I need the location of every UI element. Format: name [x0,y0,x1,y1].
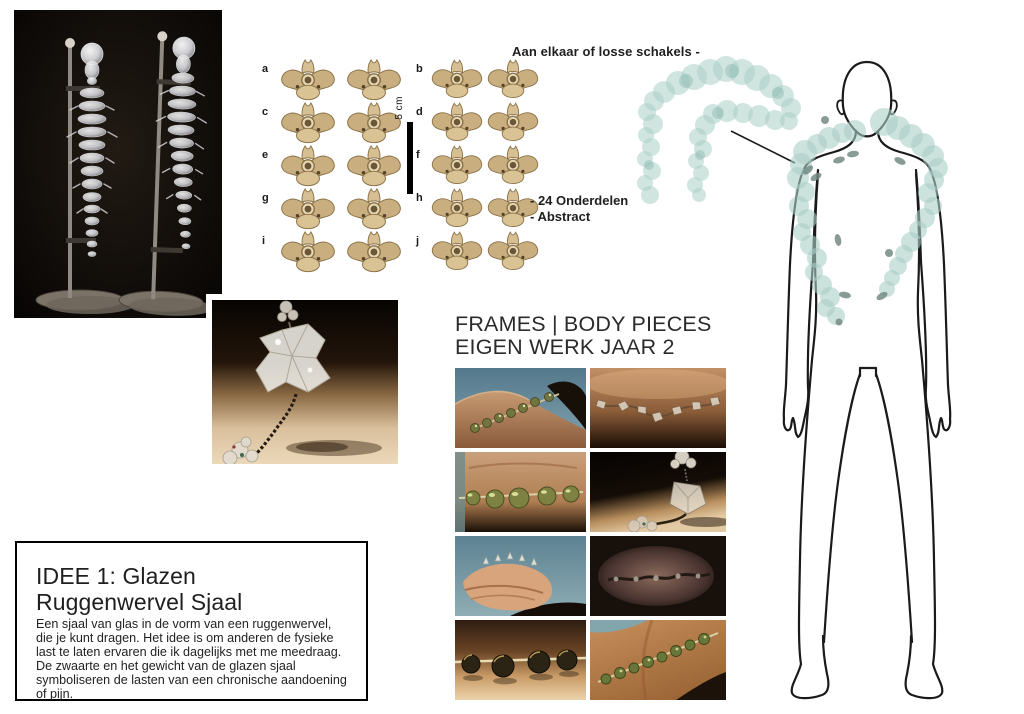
vertebra-label: j [416,235,420,247]
vertebra-image [342,187,406,233]
vertebra-row-i [262,230,406,276]
idea-box [15,541,368,701]
vertebra-image [342,144,406,190]
vertebra-image [276,58,340,104]
vertebra-row-b [416,58,540,102]
vertebra-image [430,58,484,102]
person-outline-drawing [772,52,962,708]
vertebra-row-e [262,144,406,190]
vertebra-label: c [262,106,269,118]
vertebra-image [486,230,540,274]
scale-label: 5 cm [394,96,405,120]
glass-piece-drawing [212,300,398,464]
vertebra-label: h [416,192,423,204]
vertebra-image [430,144,484,188]
photo-dark-chain-skin [590,536,726,616]
vertebra-row-h [416,187,540,231]
vertebra-image [276,144,340,190]
photo-shoulder-bead-strand [590,620,726,700]
vertebra-image [342,230,406,276]
vertebra-label: g [262,192,269,204]
vertebra-row-a [262,58,406,104]
glass-piece-photo [206,294,404,470]
vertebra-row-c [262,101,406,147]
vertebra-label: e [262,149,269,161]
vertebra-label: b [416,63,423,75]
vertebra-row-f [416,144,540,188]
figure-sketch [772,52,962,708]
photo-arm-green-beads [455,452,586,532]
body-pieces-photo-grid [455,368,726,700]
photo-dark-beads-floor [455,620,586,700]
vertebra-label: a [262,63,269,75]
vertebra-image [430,101,484,145]
vertebra-row-d [416,101,540,145]
scale-bar [407,122,413,194]
work-heading-line2: EIGEN WERK JAAR 2 [455,335,675,359]
photo-hanging-glass [590,452,726,532]
note-abstract: - Abstract [530,209,591,224]
work-heading-line1: FRAMES | BODY PIECES [455,312,712,336]
work-heading [455,313,712,359]
photo-fist-spikes [455,536,586,616]
vertebra-image [486,58,540,102]
photo-back-bead-strand [455,368,586,448]
vertebra-row-j [416,230,540,274]
idea-title: IDEE 1: Glazen Ruggenwervel Sjaal [36,563,243,615]
spine-sculptures-drawing [14,10,222,318]
vertebra-image [276,187,340,233]
annotation-top: Aan elkaar of losse schakels - [512,44,700,59]
vertebra-image [276,230,340,276]
vertebra-image [430,230,484,274]
vertebra-label: i [262,235,266,247]
vertebra-image [276,101,340,147]
photo-arm-clear-chain [590,368,726,448]
note-parts: - 24 Onderdelen [530,193,629,208]
vertebra-image [486,144,540,188]
vertebra-label: d [416,106,423,118]
vertebra-label: f [416,149,420,161]
vertebra-image [486,101,540,145]
vertebra-row-g [262,187,406,233]
notes [530,193,628,225]
vertebra-image [430,187,484,231]
idea-body: Een sjaal van glas in de vorm van een ruggenwervel, die je kunt dragen. Het idee is om anderen de fysieke last te laten ervaren die ik dagelijks met me meedraag. De zwaarte en het gewicht van de glazen sjaal symboliseren de lasten van een chronische aandoening of pijn. [36,617,347,701]
spine-sculptures-photo [14,10,222,318]
